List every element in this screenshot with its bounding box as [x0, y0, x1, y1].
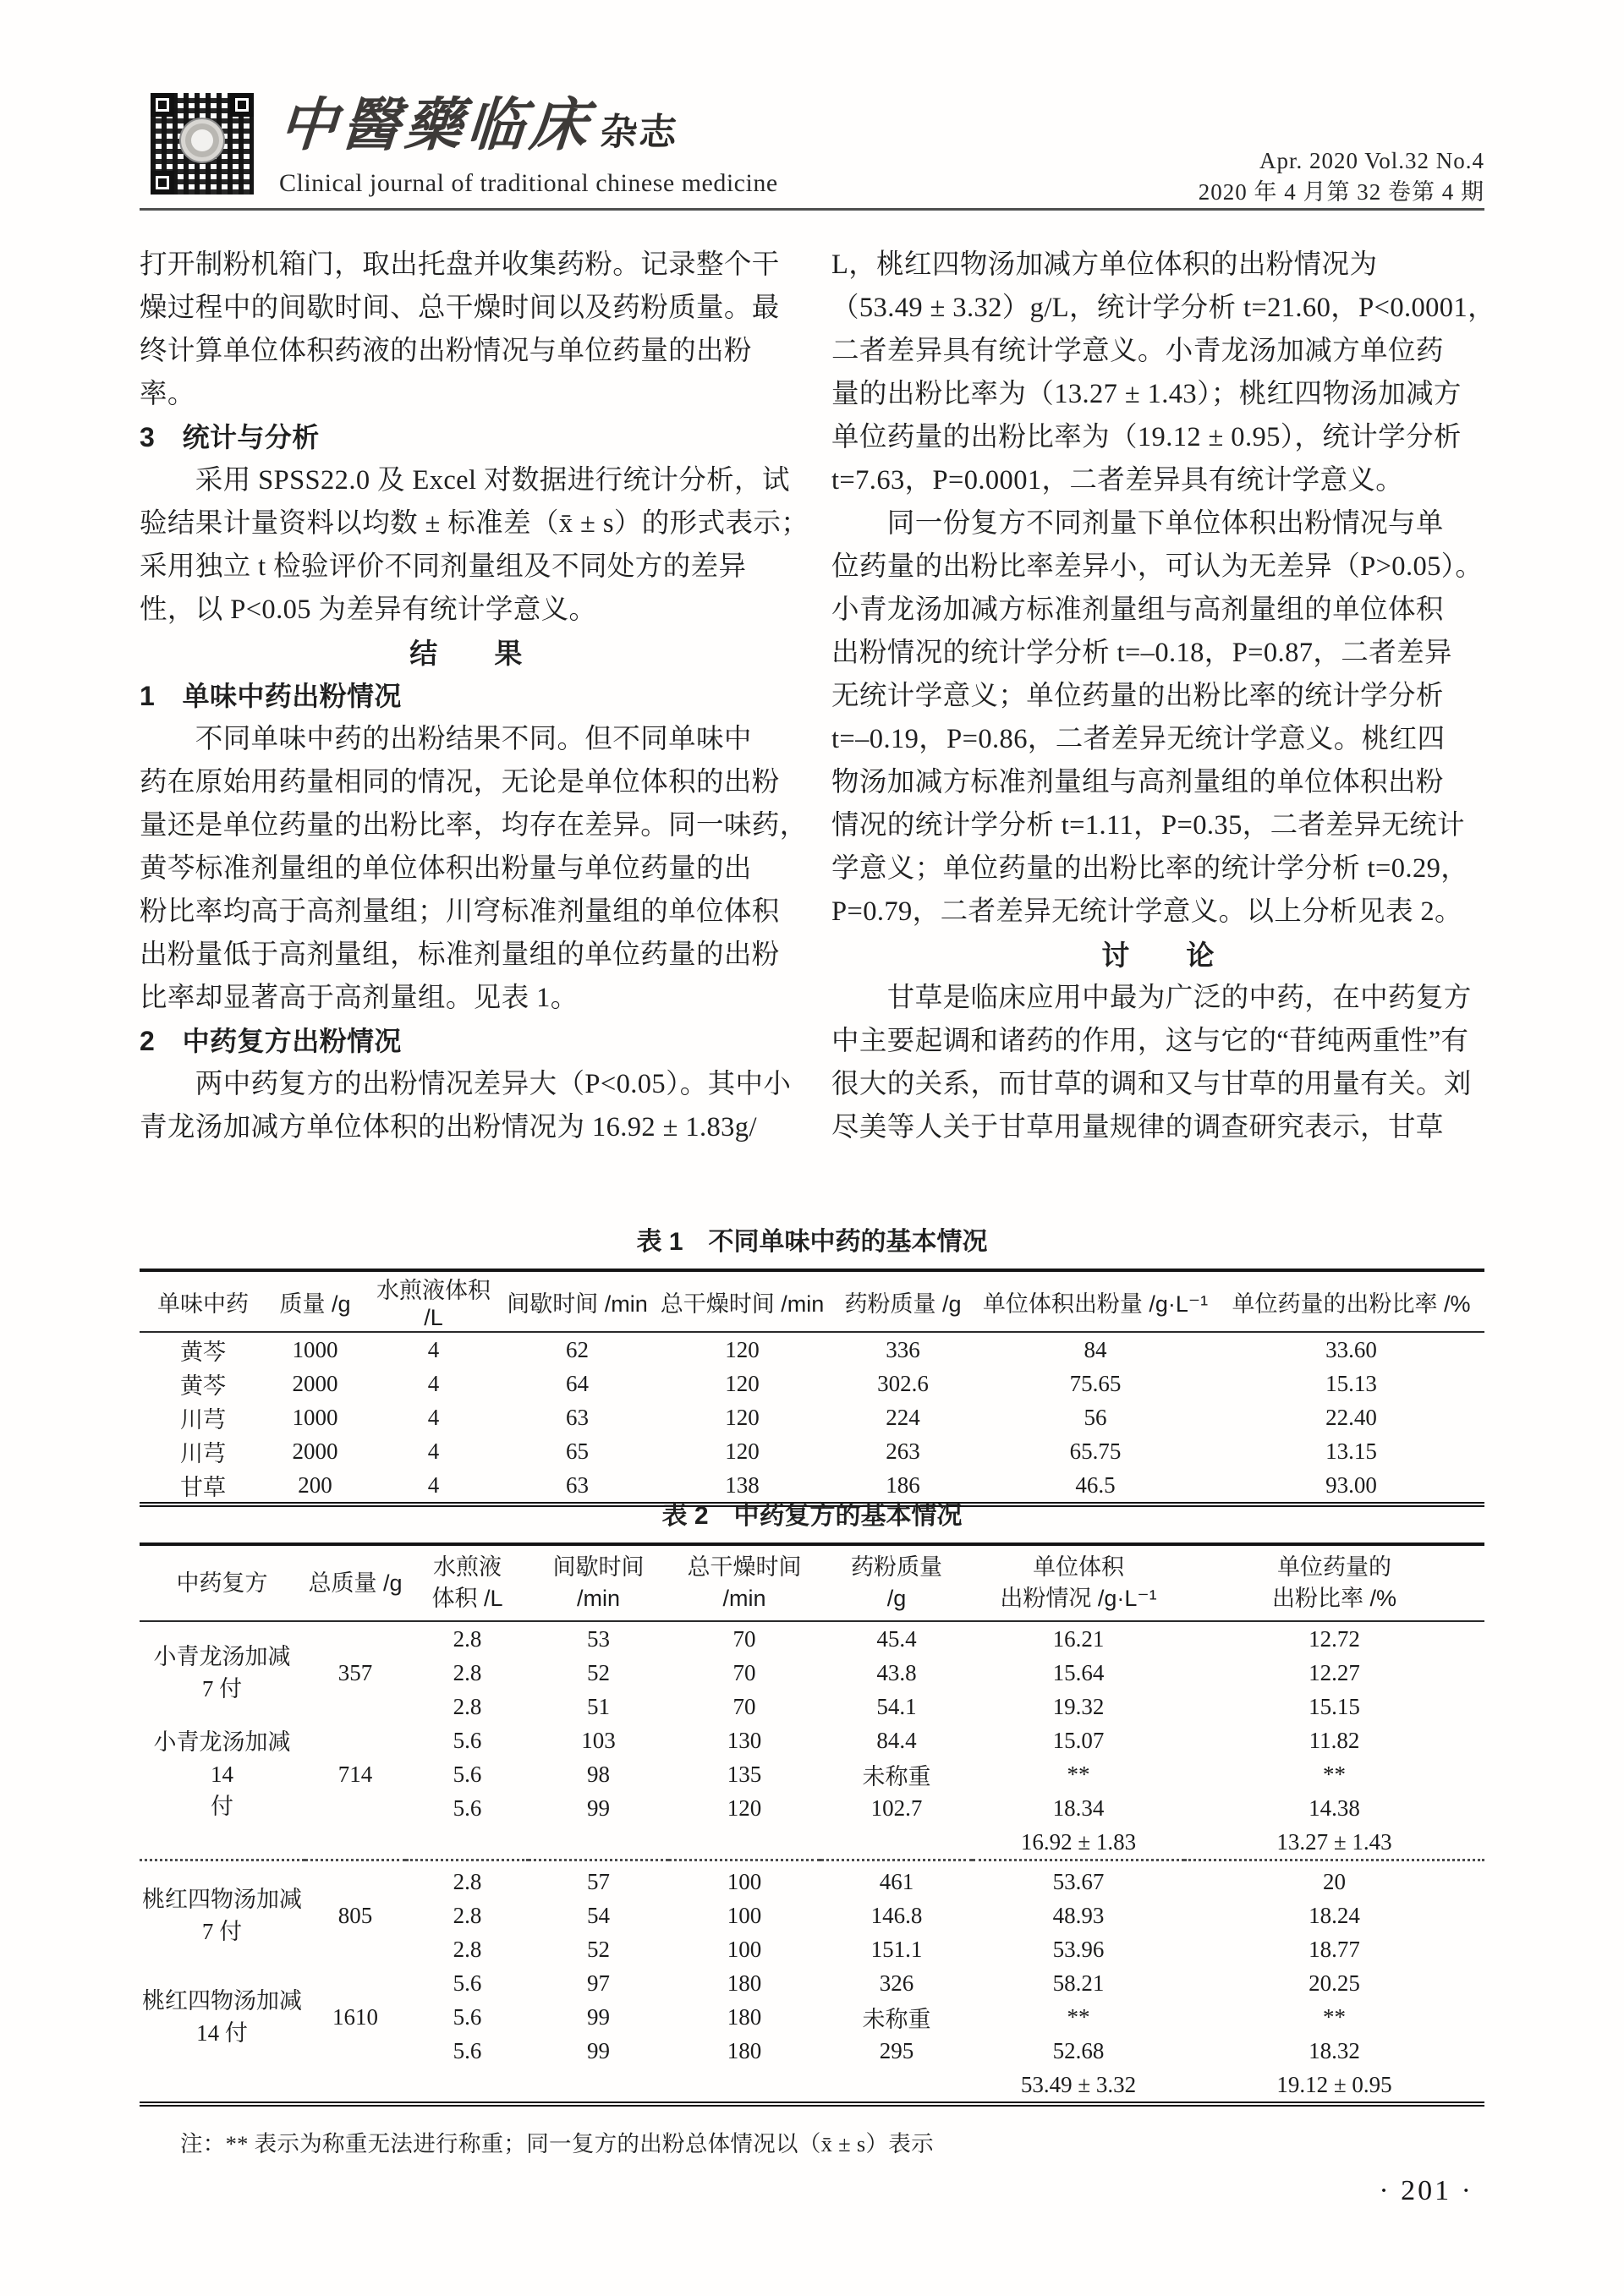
- text-line: t=7.63，P=0.0001，二者差异具有统计学意义。: [831, 465, 1404, 496]
- text-line: 物汤加减方标准剂量组与高剂量组的单位体积出粉: [831, 767, 1444, 797]
- t2-header-cell: [140, 1544, 304, 1621]
- t1-cell: 64: [566, 1370, 589, 1396]
- t2-cell: 14.38: [1309, 1795, 1360, 1821]
- t2-cell: 70: [732, 1625, 756, 1652]
- t1-cell: 33.60: [1325, 1336, 1377, 1362]
- t2-cell: 52.68: [1052, 2037, 1105, 2063]
- header-label: 总干燥时间: [687, 1554, 802, 1580]
- text-line: 量还是单位药量的出粉比率，均存在差异。同一味药，: [140, 810, 808, 841]
- t2-cell: 52: [587, 1659, 610, 1685]
- t2-cell: 84.4: [876, 1727, 917, 1753]
- t2-cell: 461: [879, 1868, 914, 1894]
- text-line: 位药量的出粉比率差异小，可认为无差异（P>0.05）。: [831, 551, 1484, 582]
- t2-cell: 58.21: [1052, 1970, 1105, 1996]
- t2-summary-cell: 13.27 ± 1.43: [1276, 1828, 1392, 1855]
- section-heading: 1 单味中药出粉情况: [140, 681, 402, 711]
- text-line: 率。: [140, 379, 195, 409]
- journal-brand: [279, 91, 778, 198]
- table1: [140, 1269, 1484, 1507]
- right-column: [831, 244, 1496, 1149]
- text-line: 采用 SPSS22.0 及 Excel 对数据进行统计分析，试: [140, 465, 790, 496]
- t1-cell: 84: [1084, 1336, 1107, 1362]
- t2-cell: **: [1067, 1761, 1090, 1787]
- table-row: [140, 1400, 1484, 1434]
- t1-cell: 1000: [292, 1404, 338, 1430]
- t1-cell: 120: [725, 1438, 760, 1464]
- t1-cell: 138: [725, 1471, 760, 1498]
- text-line: 学意义；单位药量的出粉比率的统计学分析 t=0.29，: [831, 853, 1469, 884]
- left-column: [140, 244, 809, 1149]
- t2-cell: 12.27: [1309, 1659, 1360, 1685]
- t1-cell: 200: [298, 1471, 332, 1498]
- t2-cell: 120: [727, 1795, 762, 1821]
- t2-cell: 11.82: [1309, 1727, 1360, 1753]
- table2-block: [140, 1499, 1484, 2158]
- t2-group-label: [140, 1723, 304, 1825]
- group-name: 7 付: [201, 1676, 243, 1701]
- text-line: 量的出粉比率为（13.27 ± 1.43）；桃红四物汤加减方: [831, 379, 1462, 409]
- table1-header-row: [140, 1270, 1484, 1332]
- t1-header-cell: 总干燥时间 /min: [651, 1270, 833, 1332]
- header-label: 出粉比率 /%: [1271, 1586, 1396, 1611]
- t2-cell: 未称重: [862, 1763, 931, 1789]
- t1-cell: 224: [886, 1404, 920, 1430]
- section-heading-discussion: 讨 论: [1101, 940, 1215, 971]
- t2-cell: 103: [581, 1727, 616, 1753]
- text-line: 二者差异具有统计学意义。小青龙汤加减方单位药: [831, 336, 1444, 366]
- text-line: t=–0.19，P=0.86，二者差异无统计学意义。桃红四: [831, 724, 1446, 754]
- t1-cell: 甘草: [180, 1474, 226, 1500]
- t2-cell: 135: [727, 1761, 762, 1787]
- journal-title-suffix: 杂志: [599, 112, 680, 153]
- header-label: 间歇时间: [552, 1554, 645, 1580]
- text-line: L，桃红四物汤加减方单位体积的出粉情况为: [831, 249, 1378, 280]
- t2-cell: 52: [587, 1936, 610, 1962]
- t2-cell: 2.8: [453, 1936, 482, 1962]
- t1-header-cell: 间歇时间 /min: [503, 1270, 651, 1332]
- text-line: 青龙汤加减方单位体积的出粉情况为 16.92 ± 1.83g/: [140, 1112, 757, 1143]
- journal-title-en: Clinical journal of traditional chinese medicine: [279, 169, 778, 197]
- t2-summary-cell: 53.49 ± 3.32: [1020, 2071, 1137, 2097]
- t2-cell: 18.32: [1309, 2037, 1360, 2063]
- t2-cell: 53: [587, 1625, 610, 1652]
- table-row: [140, 1332, 1484, 1367]
- t2-cell: 57: [587, 1868, 610, 1894]
- group-name: 桃红四物汤加减: [142, 1887, 302, 1912]
- text-line: 燥过程中的间歇时间、总干燥时间以及药粉质量。最: [140, 293, 780, 323]
- t2-cell: 51: [587, 1693, 610, 1719]
- table2-footnote: 注：** 表示为称重无法进行称重；同一复方的出粉总体情况以（x̄ ± s）表示: [180, 2131, 934, 2156]
- t1-cell: 黄芩: [180, 1339, 226, 1365]
- header-label: /min: [576, 1586, 620, 1611]
- text-line: 情况的统计学分析 t=1.11，P=0.35，二者差异无统计: [831, 810, 1465, 841]
- t2-cell: 53.96: [1052, 1936, 1105, 1962]
- journal-title-calligraphy: 中醫藥临床: [277, 93, 595, 157]
- section-heading-results: 结 果: [409, 638, 523, 669]
- t2-cell: 357: [337, 1659, 373, 1685]
- table-row: [140, 1621, 1484, 1656]
- t2-cell: 2.8: [453, 1868, 482, 1894]
- text-line: 验结果计量资料以均数 ± 标准差（x̄ ± s）的形式表示；: [140, 508, 809, 539]
- text-line: 终计算单位体积药液的出粉情况与单位药量的出粉: [140, 336, 752, 366]
- table-row: [140, 1434, 1484, 1468]
- t2-cell: **: [1323, 2003, 1346, 2030]
- t2-cell: 2.8: [453, 1693, 482, 1719]
- text-line: 尽美等人关于甘草用量规律的调查研究表示，甘草: [831, 1112, 1444, 1143]
- text-line: 不同单味中药的出粉结果不同。但不同单味中: [140, 724, 752, 754]
- text-line: 出粉情况的统计学分析 t=–0.18，P=0.87，二者差异: [831, 638, 1452, 668]
- issue-info: [1199, 145, 1484, 208]
- t2-header-cell: [1184, 1544, 1484, 1621]
- text-line: 比率却显著高于高剂量组。见表 1。: [140, 983, 579, 1013]
- t2-cell: 130: [727, 1727, 762, 1753]
- t2-group-label: [140, 1966, 304, 2068]
- t2-header-cell: [668, 1544, 820, 1621]
- issue-line-en: Apr. 2020 Vol.32 No.4: [1259, 148, 1484, 173]
- t1-cell: 1000: [292, 1336, 338, 1362]
- table-row: [140, 1865, 1484, 1899]
- journal-title-cn: [277, 91, 781, 167]
- t1-cell: 22.40: [1325, 1404, 1377, 1430]
- t2-cell: 102.7: [870, 1795, 923, 1821]
- t2-group-label: [140, 1865, 304, 1966]
- t2-cell: 5.6: [453, 2037, 482, 2063]
- t1-cell: 75.65: [1069, 1370, 1122, 1396]
- t2-cell: 43.8: [876, 1659, 917, 1685]
- t1-cell: 120: [725, 1370, 760, 1396]
- table-row: [140, 1367, 1484, 1400]
- t1-cell: 13.15: [1325, 1438, 1377, 1464]
- t2-cell: 2.8: [453, 1625, 482, 1652]
- t2-cell: 15.15: [1309, 1693, 1360, 1719]
- t1-cell: 黄芩: [180, 1373, 226, 1399]
- t1-cell: 46.5: [1075, 1471, 1116, 1498]
- t2-cell: **: [1323, 1761, 1346, 1787]
- t2-cell: 295: [879, 2037, 914, 2063]
- t1-header-cell: 单位体积出粉量 /g·L⁻¹: [973, 1270, 1218, 1332]
- t1-cell: 65: [566, 1438, 589, 1464]
- t1-cell: 120: [725, 1336, 760, 1362]
- text-line: 黄芩标准剂量组的单位体积出粉量与单位药量的出: [140, 853, 752, 884]
- t1-cell: 63: [566, 1471, 589, 1498]
- text-line: 同一份复方不同剂量下单位体积出粉情况与单: [831, 508, 1444, 539]
- t2-cell: 20: [1323, 1868, 1346, 1894]
- t2-summary-cell: 16.92 ± 1.83: [1020, 1828, 1137, 1855]
- text-line: 粉比率均高于高剂量组；川穹标准剂量组的单位体积: [140, 896, 780, 927]
- t1-cell: 302.6: [877, 1370, 929, 1396]
- qr-finder-icon: [151, 171, 174, 195]
- t2-cell: 5.6: [453, 1761, 482, 1787]
- t1-cell: 2000: [292, 1438, 338, 1464]
- t2-cell: 180: [727, 1970, 762, 1996]
- t2-cell: 805: [337, 1902, 373, 1928]
- qr-finder-icon: [230, 93, 254, 117]
- t2-cell: 100: [727, 1936, 762, 1962]
- t2-cell: 54: [587, 1902, 610, 1928]
- journal-seal-icon: [179, 118, 225, 163]
- group-name: 小青龙汤加减 14: [153, 1729, 291, 1787]
- summary-row: [140, 1825, 1484, 1860]
- t2-cell: 714: [337, 1761, 373, 1787]
- t2-cell-empty: [140, 1825, 973, 1860]
- t1-cell: 63: [566, 1404, 589, 1430]
- t2-cell: 53.67: [1052, 1868, 1105, 1894]
- t2-cell: 98: [587, 1761, 610, 1787]
- header-label: 中药复方: [176, 1570, 268, 1596]
- text-line: 小青龙汤加减方标准剂量组与高剂量组的单位体积: [831, 595, 1444, 625]
- t2-cell: 未称重: [862, 2006, 931, 2032]
- t1-cell: 4: [427, 1438, 440, 1464]
- text-line: 无统计学意义；单位药量的出粉比率的统计学分析: [831, 681, 1444, 711]
- t1-cell: 186: [886, 1471, 920, 1498]
- t2-cell: 15.64: [1052, 1659, 1105, 1685]
- t1-cell: 263: [886, 1438, 920, 1464]
- group-name: 桃红四物汤加减: [142, 1988, 302, 2014]
- text-line: （53.49 ± 3.32）g/L，统计学分析 t=21.60，P<0.0001，: [831, 293, 1496, 323]
- t2-header-cell: [529, 1544, 668, 1621]
- header-label: 出粉情况 /g·L⁻¹: [1000, 1586, 1157, 1611]
- t2-cell: 5.6: [453, 1727, 482, 1753]
- t2-cell: 99: [587, 2037, 610, 2063]
- header-label: 总质量 /g: [308, 1570, 403, 1596]
- group-name: 付: [211, 1794, 233, 1819]
- t1-cell: 4: [427, 1471, 440, 1498]
- t2-cell: 99: [587, 1795, 610, 1821]
- header-label: 体积 /L: [431, 1586, 503, 1611]
- qr-code: [151, 93, 254, 195]
- t2-cell: **: [1067, 2003, 1090, 2030]
- section-heading: 3 统计与分析: [140, 422, 320, 452]
- text-line: 很大的关系，而甘草的调和又与甘草的用量有关。刘: [831, 1069, 1472, 1099]
- header-label: 水煎液: [433, 1554, 502, 1580]
- text-line: 出粉量低于高剂量组，标准剂量组的单位药量的出粉: [140, 940, 780, 970]
- table1-title: 表 1 不同单味中药的基本情况: [636, 1228, 988, 1256]
- text-line: 药在原始用药量相同的情况，无论是单位体积的出粉: [140, 767, 780, 797]
- table-row: [140, 1966, 1484, 2000]
- t2-header-cell: [406, 1544, 529, 1621]
- text-line: 打开制粉机箱门，取出托盘并收集药粉。记录整个干: [140, 249, 780, 280]
- t1-cell: 4: [427, 1370, 440, 1396]
- table1-block: [140, 1225, 1484, 1507]
- t2-group-label: [140, 1621, 304, 1723]
- table-row: [140, 1723, 1484, 1757]
- t2-header-cell: [820, 1544, 973, 1621]
- t2-cell: 18.34: [1052, 1795, 1105, 1821]
- t2-cell: 97: [587, 1970, 610, 1996]
- header-label: 单位药量的: [1277, 1554, 1391, 1580]
- t1-cell: 15.13: [1325, 1370, 1377, 1396]
- t1-cell: 4: [427, 1336, 440, 1362]
- t2-cell: 20.25: [1309, 1970, 1360, 1996]
- t1-header-cell: 水煎液体积 /L: [364, 1270, 503, 1332]
- t2-cell: 15.07: [1052, 1727, 1105, 1753]
- t2-cell: 100: [727, 1868, 762, 1894]
- t1-cell: 2000: [292, 1370, 338, 1396]
- t1-cell: 120: [725, 1404, 760, 1430]
- t1-header-cell: 单位药量的出粉比率 /%: [1218, 1270, 1484, 1332]
- qr-finder-icon: [151, 93, 174, 117]
- t2-cell: 48.93: [1052, 1902, 1105, 1928]
- t1-cell: 川芎: [180, 1440, 226, 1466]
- t2-cell-empty: [140, 2068, 973, 2104]
- t2-header-cell: [304, 1544, 406, 1621]
- t2-cell: 5.6: [453, 1970, 482, 1996]
- t2-cell: 70: [732, 1659, 756, 1685]
- t2-cell: 100: [727, 1902, 762, 1928]
- t2-cell: 1610: [332, 2003, 378, 2030]
- header-label: 单位体积: [1033, 1554, 1124, 1580]
- t2-cell: 99: [587, 2003, 610, 2030]
- t1-cell: 4: [427, 1404, 440, 1430]
- issue-line-cn: 2020 年 4 月第 32 卷第 4 期: [1198, 179, 1484, 205]
- text-line: 性，以 P<0.05 为差异有统计学意义。: [140, 595, 597, 625]
- t2-cell: 18.24: [1309, 1902, 1360, 1928]
- text-line: 甘草是临床应用中最为广泛的中药，在中药复方: [831, 983, 1472, 1013]
- t2-cell: 146.8: [870, 1902, 923, 1928]
- t1-cell: 56: [1084, 1404, 1107, 1430]
- t2-cell: 2.8: [453, 1902, 482, 1928]
- summary-row: [140, 2068, 1484, 2104]
- table2: [140, 1543, 1484, 2107]
- text-line: 采用独立 t 检验评价不同剂量组及不同处方的差异: [140, 551, 747, 582]
- t1-cell: 93.00: [1325, 1471, 1377, 1498]
- t2-cell: 12.72: [1309, 1625, 1360, 1652]
- text-line: 中主要起调和诸药的作用，这与它的“苷纯两重性”有: [831, 1026, 1469, 1056]
- t2-cell: 2.8: [453, 1659, 482, 1685]
- t2-cell: 180: [727, 2003, 762, 2030]
- table2-title: 表 2 中药复方的基本情况: [661, 1502, 963, 1530]
- t2-cell: 5.6: [453, 2003, 482, 2030]
- group-name: 7 付: [201, 1919, 243, 1944]
- group-name: 小青龙汤加减: [153, 1644, 291, 1669]
- t2-cell: 45.4: [876, 1625, 917, 1652]
- t1-header-cell: 质量 /g: [266, 1270, 364, 1332]
- group-name: 14 付: [196, 2020, 248, 2046]
- t1-cell: 336: [886, 1336, 920, 1362]
- t2-cell: 19.32: [1052, 1693, 1105, 1719]
- table2-header-row: [140, 1544, 1484, 1621]
- header-label: /min: [722, 1586, 766, 1611]
- t1-header-cell: 单味中药: [140, 1270, 266, 1332]
- section-heading: 2 中药复方出粉情况: [140, 1026, 402, 1056]
- text-line: 两中药复方的出粉情况差异大（P<0.05）。其中小: [140, 1069, 792, 1099]
- t2-header-cell: [973, 1544, 1184, 1621]
- t1-cell: 65.75: [1069, 1438, 1122, 1464]
- t2-cell: 54.1: [876, 1693, 917, 1719]
- t1-cell: 62: [566, 1336, 589, 1362]
- header-label: /g: [886, 1586, 907, 1611]
- header-label: 药粉质量: [851, 1554, 942, 1580]
- text-line: P=0.79，二者差异无统计学意义。以上分析见表 2。: [831, 896, 1462, 927]
- t2-cell: 151.1: [870, 1936, 923, 1962]
- page-number: · 201 ·: [1379, 2175, 1473, 2206]
- t2-cell: 18.77: [1309, 1936, 1360, 1962]
- header-divider: [140, 208, 1484, 211]
- text-line: 单位药量的出粉比率为（19.12 ± 0.95），统计学分析: [831, 422, 1462, 452]
- t2-cell: 326: [879, 1970, 914, 1996]
- t2-cell: 16.21: [1052, 1625, 1105, 1652]
- t2-summary-cell: 19.12 ± 0.95: [1276, 2071, 1392, 2097]
- t1-cell: 川芎: [180, 1406, 226, 1433]
- t2-cell: 70: [732, 1693, 756, 1719]
- t1-header-cell: 药粉质量 /g: [833, 1270, 973, 1332]
- t2-cell: 180: [727, 2037, 762, 2063]
- t2-cell: 5.6: [453, 1795, 482, 1821]
